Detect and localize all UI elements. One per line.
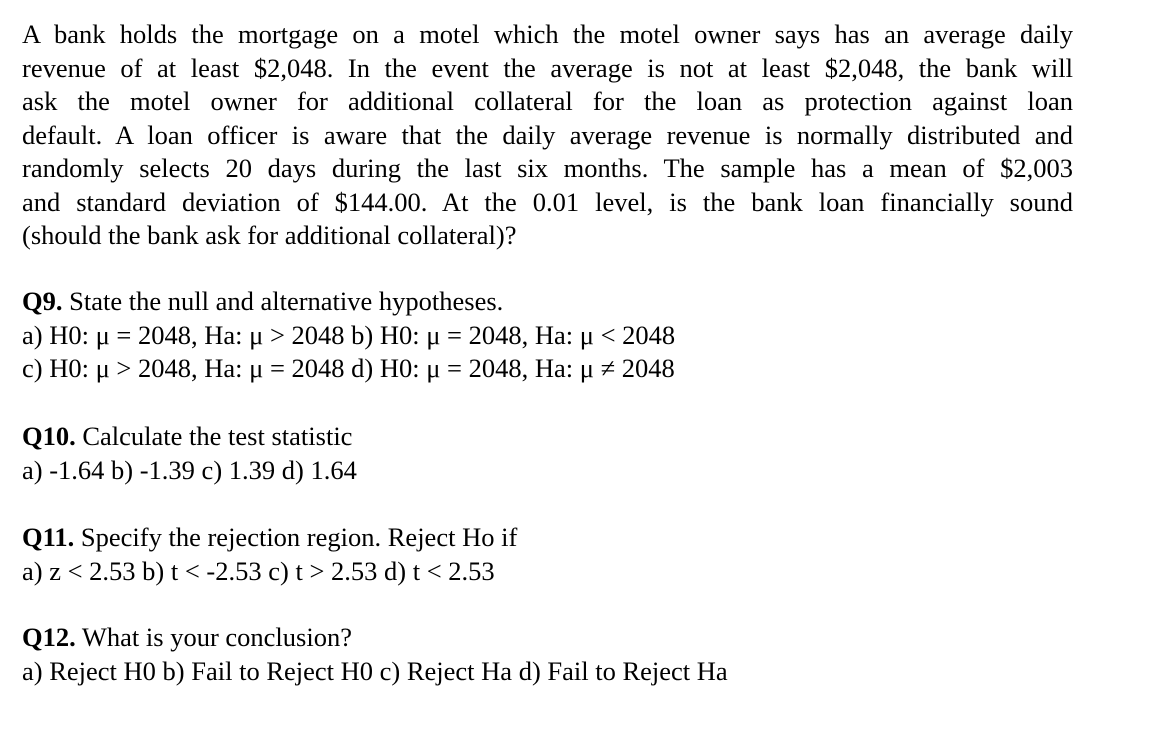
question-q10 — [22, 420, 357, 487]
question-prompt: Specify the rejection region. Reject Ho if — [74, 522, 518, 552]
problem-line: (should the bank ask for additional collateral)? — [22, 220, 517, 250]
question-prompt: State the null and alternative hypotheses. — [62, 286, 504, 316]
question-number: Q10. — [22, 421, 76, 451]
answer-options: a) H0: μ = 2048, Ha: μ > 2048 b) H0: μ = 2048, Ha: μ < 2048 — [22, 319, 676, 350]
answer-options: a) Reject H0 b) Fail to Reject H0 c) Reject Ha d) Fail to Reject Ha — [22, 655, 728, 686]
problem-line: A bank holds the mortgage on a motel which the motel owner says has an average daily — [22, 19, 1073, 49]
answer-options: a) z < 2.53 b) t < -2.53 c) t > 2.53 d) t < 2.53 — [22, 555, 495, 586]
question-number: Q9. — [22, 286, 63, 316]
problem-line: and standard deviation of $144.00. At the 0.01 level, is the bank loan financially sound — [22, 186, 1073, 217]
question-prompt: Calculate the test statistic — [75, 421, 353, 451]
question-number: Q12. — [22, 622, 76, 652]
question-q12 — [22, 621, 728, 688]
question-prompt: What is your conclusion? — [75, 622, 352, 652]
question-number: Q11. — [22, 522, 75, 552]
answer-options: a) -1.64 b) -1.39 c) 1.39 d) 1.64 — [22, 454, 357, 485]
question-q11 — [22, 521, 517, 588]
problem-statement — [22, 18, 1073, 253]
problem-line: revenue of at least $2,048. In the event the average is not at least $2,048, the bank will — [22, 52, 1073, 83]
answer-options: c) H0: μ > 2048, Ha: μ = 2048 d) H0: μ = 2048, Ha: μ ≠ 2048 — [22, 353, 675, 383]
problem-line: ask the motel owner for additional collateral for the loan as protection against loan — [22, 86, 1073, 116]
problem-line: default. A loan officer is aware that the daily average revenue is normally distributed and — [22, 119, 1073, 150]
problem-line: randomly selects 20 days during the last six months. The sample has a mean of $2,003 — [22, 153, 1073, 183]
question-q9 — [22, 285, 675, 386]
